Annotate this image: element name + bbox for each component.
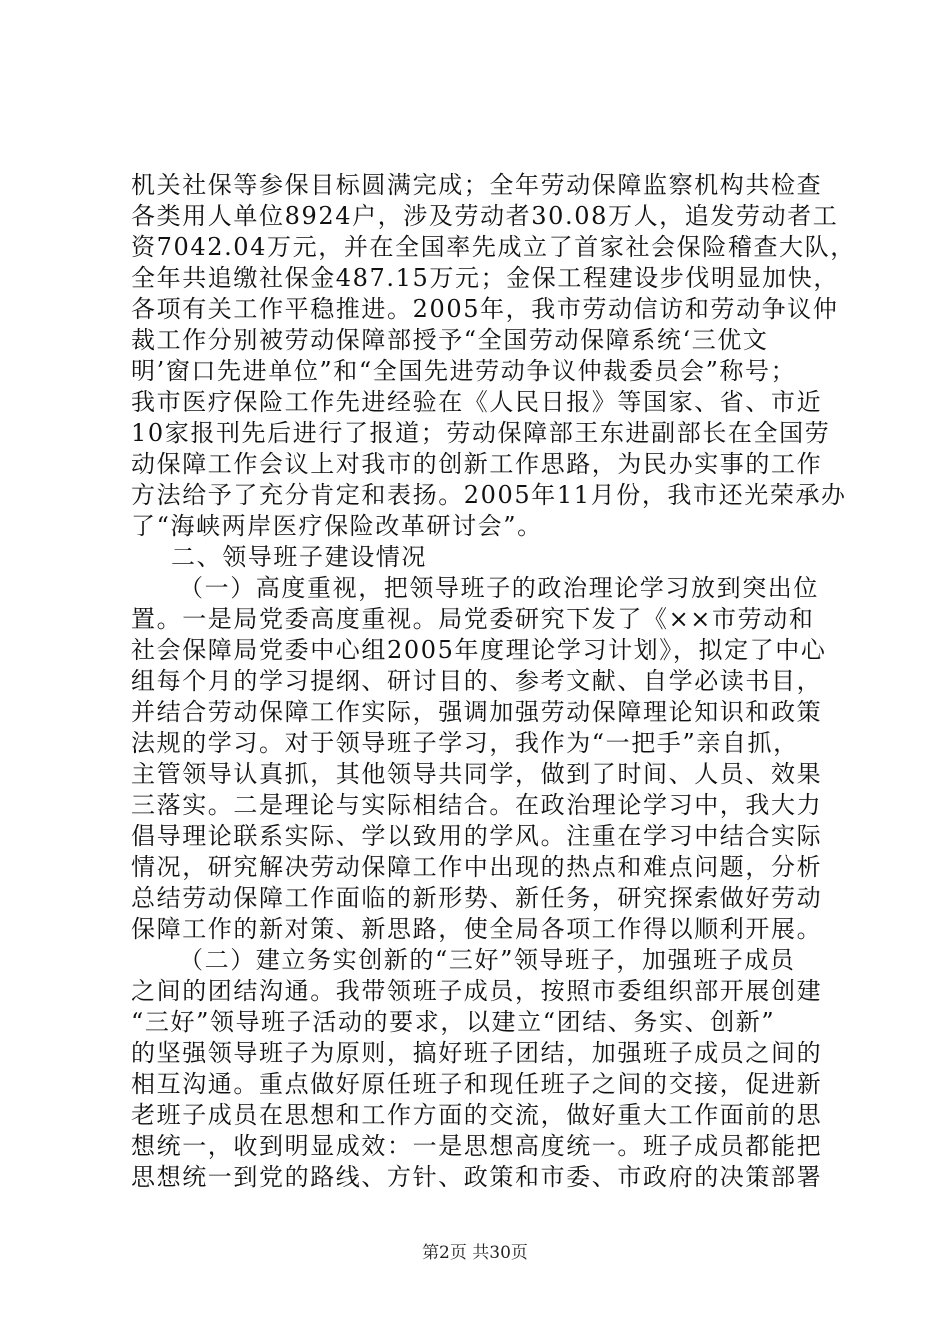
body-line: 全年共追缴社保金487.15万元；金保工程建设步伐明显加快， <box>131 264 839 292</box>
body-line: 总结劳动保障工作面临的新形势、新任务，研究探索做好劳动 <box>131 884 823 912</box>
body-line: 并结合劳动保障工作实际，强调加强劳动保障理论知识和政策 <box>131 698 823 726</box>
body-line: 想统一，收到明显成效：一是思想高度统一。班子成员都能把 <box>131 1132 823 1160</box>
body-line: 明’窗口先进单位”和“全国先进劳动争议仲裁委员会”称号； <box>131 357 797 385</box>
body-line: 各类用人单位8924户，涉及劳动者30.08万人，追发劳动者工 <box>131 202 839 230</box>
body-line: 组每个月的学习提纲、研讨目的、参考文献、自学必读书目， <box>131 667 823 695</box>
section-heading: 二、领导班子建设情况 <box>171 543 427 571</box>
paragraph-first-line: （二）建立务实创新的“三好”领导班子，加强班子成员 <box>179 946 796 974</box>
body-line: 情况，研究解决劳动保障工作中出现的热点和难点问题，分析 <box>131 853 823 881</box>
body-line: 了“海峡两岸医疗保险改革研讨会”。 <box>131 512 543 540</box>
body-line: “三好”领导班子活动的要求，以建立“团结、务实、创新” <box>131 1008 776 1036</box>
paragraph-first-line: （一）高度重视，把领导班子的政治理论学习放到突出位 <box>179 574 819 602</box>
body-line: 置。一是局党委高度重视。局党委研究下发了《××市劳动和 <box>131 605 815 633</box>
body-line: 我市医疗保险工作先进经验在《人民日报》等国家、省、市近 <box>131 388 823 416</box>
document-body <box>131 170 856 1193</box>
body-line: 的坚强领导班子为原则，搞好班子团结，加强班子成员之间的 <box>131 1039 823 1067</box>
body-line: 社会保障局党委中心组2005年度理论学习计划》，拟定了中心 <box>131 636 827 664</box>
body-line: 保障工作的新对策、新思路，使全局各项工作得以顺利开展。 <box>131 915 823 943</box>
body-line: 法规的学习。对于领导班子学习，我作为“一把手”亲自抓， <box>131 729 799 757</box>
body-line: 10家报刊先后进行了报道；劳动保障部王东进副部长在全国劳 <box>131 419 831 447</box>
body-line: 主管领导认真抓，其他领导共同学，做到了时间、人员、效果 <box>131 760 823 788</box>
body-line: 资7042.04万元，并在全国率先成立了首家社会保险稽查大队， <box>131 233 856 261</box>
body-line: 各项有关工作平稳推进。2005年，我市劳动信访和劳动争议仲 <box>131 295 839 323</box>
body-line: 机关社保等参保目标圆满完成；全年劳动保障监察机构共检查 <box>131 171 823 199</box>
body-line: 裁工作分别被劳动保障部授予“全国劳动保障系统‘三优文 <box>131 326 769 354</box>
body-line: 之间的团结沟通。我带领班子成员，按照市委组织部开展创建 <box>131 977 823 1005</box>
body-line: 相互沟通。重点做好原任班子和现任班子之间的交接，促进新 <box>131 1070 823 1098</box>
body-line: 老班子成员在思想和工作方面的交流，做好重大工作面前的思 <box>131 1101 823 1129</box>
body-line: 动保障工作会议上对我市的创新工作思路，为民办实事的工作 <box>131 450 823 478</box>
body-line: 思想统一到党的路线、方针、政策和市委、市政府的决策部署 <box>131 1163 823 1191</box>
body-line: 方法给予了充分肯定和表扬。2005年11月份，我市还光荣承办 <box>131 481 847 509</box>
body-line: 三落实。二是理论与实际相结合。在政治理论学习中，我大力 <box>131 791 823 819</box>
body-line: 倡导理论联系实际、学以致用的学风。注重在学习中结合实际 <box>131 822 823 850</box>
page-number-footer: 第2页 共30页 <box>422 1243 528 1263</box>
